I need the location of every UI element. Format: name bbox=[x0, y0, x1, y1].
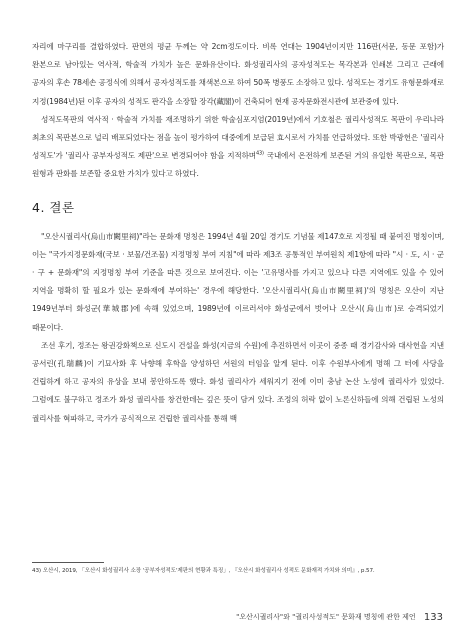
running-title: "오산시궐리사"와 "궐리사성적도" 문화재 명칭에 관한 제언 bbox=[236, 613, 416, 621]
footnote-number: 43) bbox=[32, 568, 42, 574]
paragraph-symposium-text-cont: 국내에서 온전하게 보존된 거의 유일한 목판으로, 목판 원형과 판화를 보존할 중요한 가치가 있다고 하였다. bbox=[32, 151, 444, 179]
paragraph-woodblock-description: 자리에 마구리를 결합하였다. 판면의 평균 두께는 약 2cm정도이다. 비록 연대는 1904년이지만 116판(서문, 동문 포함)가 완본으로 남아있는 역사적, 학술적 가치가 높은 문화유산이다. 화성궐리사의 공자성적도는 목각본과 인쇄본 그리고 근래에 공자의 후손 78세손 공정식에 의해서 공자성적도를 채색본으로 하여 50폭 병풍도 소장하고 있다. 성적도는 경기도 유형문화재로 지정(1984년)된 이후 공자의 성적도 판각을 소장할 장각(藏閣)이 건축되어 현재 공자문화전시관에 보관중에 있다. bbox=[32, 42, 444, 106]
page-footer bbox=[236, 612, 443, 623]
footnote-reference[interactable]: 43) bbox=[255, 150, 264, 157]
paragraph-conclusion-history: 조선 후기, 정조는 왕권강화책으로 신도시 건설을 화성(지금의 수원)에 추진하면서 이곳이 중종 때 경기감사와 대사헌을 지낸 공서린(孔瑞麟)이 기묘사화 후 낙향해 후학을 양성하던 서원의 터임을 알게 된다. 이후 수원부사에게 명해 그 터에 사당을 건립하게 하고 공자의 유상을 보내 봉안하도록 했다. 화성 궐리사가 세워지기 전에 이미 충남 논산 노성에 궐리사가 있었다. 그럼에도 불구하고 정조가 화성 궐리사를 창건한데는 깊은 뜻이 담겨 있다. 조정의 허락 없이 노론신하들에 의해 건립된 노성의 궐리사를 혁파하고, 국가가 공식적으로 건립한 궐리사를 통해 백 bbox=[32, 340, 444, 423]
body-content bbox=[32, 38, 444, 428]
paragraph-symposium bbox=[32, 111, 444, 184]
footnote-text: 오산시, 2019, 「오산시 화성궐리사 소장 '공부자성적도'제판의 현황과 특징」, 『오산시 화성궐리사 성적도 문화재적 가치와 의미』, p.57. bbox=[42, 568, 375, 574]
paragraph-conclusion-naming: "오산시궐리사(烏山市闕里祠)"라는 문화재 명칭은 1994년 4월 20일 경기도 기념물 제147호로 지정될 때 붙여진 명칭이며, 이는 "국가지정문화재(국보 · 보물/건조물) 지정명칭 부여 지침"에 따라 제3조 공통적인 부여원칙 제1항에 따라 "시 · 도, 시 · 군 · 구 + 문화재"의 지정명칭 부여 기준을 따른 것으로 보여진다. 이는 '고유명사를 가지고 있으나 다른 지역에도 있을 수 있어 지역을 명확히 할 필요가 있는 문화재에 부여하는' 경우에 해당한다. '오산시궐리사(烏山市闕里祠)'의 명칭은 오산이 지난 1949년부터 화성군(華城郡)에 속해 있었으며, 1989년에 이르러서야 화성군에서 벗어나 오산시(烏山市)로 승격되었기 때문이다. bbox=[32, 231, 444, 332]
footnote bbox=[32, 566, 444, 576]
section-heading-conclusion: 4. 결론 bbox=[32, 199, 75, 215]
page-number: 133 bbox=[423, 612, 443, 623]
paragraph-symposium-text: 성적도목판의 역사적 · 학술적 가치를 재조명하기 위한 학술심포지엄(2019년)에서 기호철은 궐리사성적도 목판이 우리나라 최초의 목판본으로 널리 배포되었다는 점을 높이 평가하여 대중에게 보급된 효시로서 가치를 언급하였다. 또한 박광헌은 '궐리사 성적도'가 '궐리사 공부자성적도 제판'으로 변경되어야 함을 지적하며 bbox=[32, 114, 444, 161]
footnote-divider bbox=[32, 562, 104, 563]
